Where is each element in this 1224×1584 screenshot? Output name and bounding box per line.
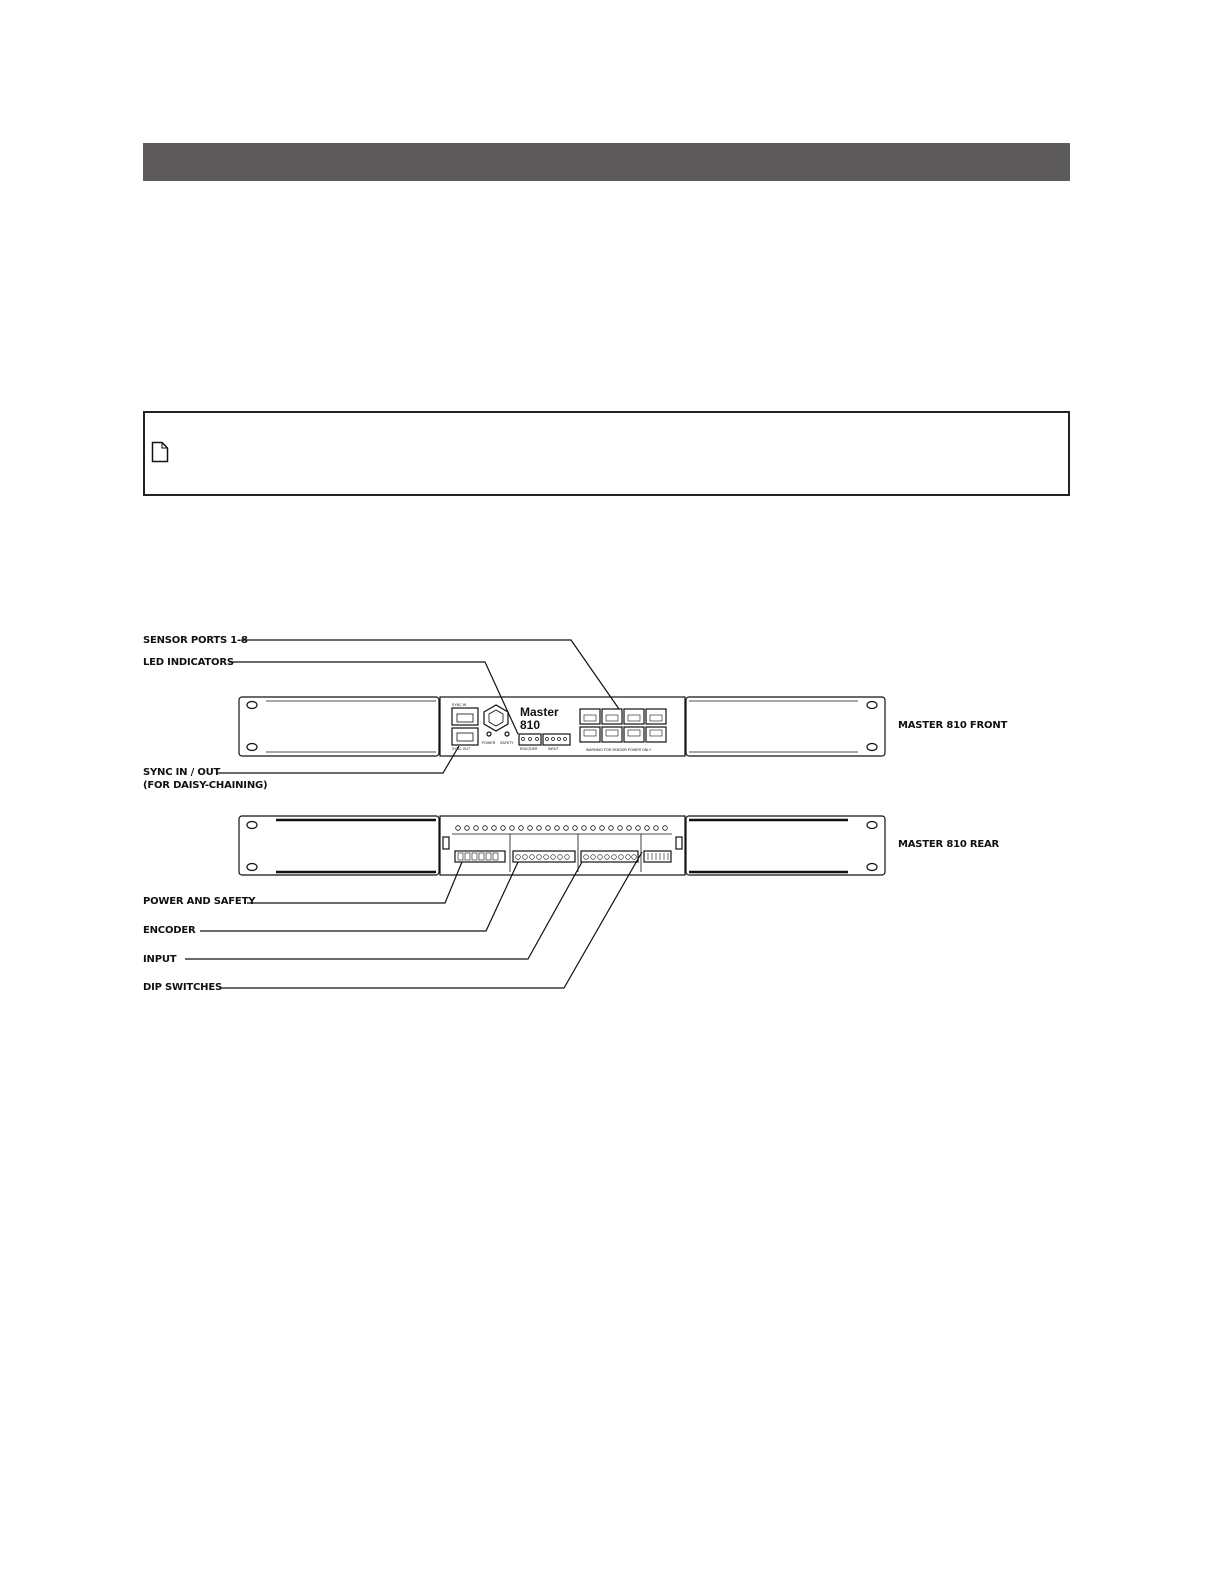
sensor-ports — [580, 709, 666, 742]
device-encoder-text: ENCODER — [520, 747, 538, 751]
mount-hole — [247, 822, 257, 829]
mount-hole — [247, 702, 257, 709]
device-warning-text: WARNING FOR SENSOR POWER ONLY — [586, 748, 652, 752]
power-safety-terminal — [455, 851, 505, 862]
mount-hole — [247, 864, 257, 871]
leader-input — [185, 862, 582, 959]
sensor-port-4 — [646, 709, 666, 724]
callout-sensor-ports: SENSOR PORTS 1-8 — [143, 635, 248, 646]
sensor-port-6 — [602, 727, 622, 742]
rear-right-ear — [686, 816, 885, 875]
rear-tab-left — [443, 837, 449, 849]
leader-power-safety — [247, 862, 462, 903]
callout-dip-switches: DIP SWITCHES — [143, 982, 222, 993]
front-left-ear — [239, 697, 439, 756]
mount-hole — [867, 822, 877, 829]
mount-hole — [867, 744, 877, 751]
rear-left-ear — [239, 816, 439, 875]
device-brand-line2: 810 — [520, 718, 541, 732]
leader-led-indicators — [229, 662, 518, 734]
mount-hole — [867, 864, 877, 871]
callout-led-indicators: LED INDICATORS — [143, 657, 234, 668]
sensor-port-5 — [580, 727, 600, 742]
device-sync-out-text: SYNC OUT — [452, 747, 471, 751]
sync-in-port — [452, 708, 478, 725]
device-input-text: INPUT — [548, 747, 559, 751]
sensor-port-1 — [580, 709, 600, 724]
encoder-led-group — [519, 734, 541, 745]
device-brand-line1: Master — [520, 705, 559, 719]
rear-tab-right — [676, 837, 682, 849]
sensor-port-7 — [624, 727, 644, 742]
device-power-text: POWER — [482, 741, 496, 745]
power-led — [487, 732, 491, 736]
rear-view — [239, 816, 885, 875]
sync-out-port — [452, 728, 478, 745]
mount-hole — [247, 744, 257, 751]
safety-led — [505, 732, 509, 736]
view-label-front: MASTER 810 FRONT — [898, 720, 1008, 731]
input-led-group — [543, 734, 570, 745]
callout-sync-in-out: SYNC IN / OUT — [143, 767, 221, 778]
callout-daisy-chaining: (FOR DAISY-CHAINING) — [143, 780, 268, 791]
front-view — [239, 697, 885, 756]
sensor-port-2 — [602, 709, 622, 724]
view-label-rear: MASTER 810 REAR — [898, 839, 1000, 850]
sensor-port-3 — [624, 709, 644, 724]
sensor-port-8 — [646, 727, 666, 742]
leader-sensor-ports — [241, 640, 619, 709]
callout-input: INPUT — [143, 954, 177, 965]
rear-led-row — [456, 826, 668, 831]
leader-lines — [185, 640, 642, 988]
logo-shield — [484, 705, 508, 731]
device-sync-in-text: SYNC IN — [452, 703, 467, 707]
mount-hole — [867, 702, 877, 709]
callout-encoder: ENCODER — [143, 925, 196, 936]
rear-body — [440, 816, 685, 875]
front-right-ear — [686, 697, 885, 756]
device-safety-text: SAFETY — [500, 741, 514, 745]
callout-power-safety: POWER AND SAFETY — [143, 896, 256, 907]
